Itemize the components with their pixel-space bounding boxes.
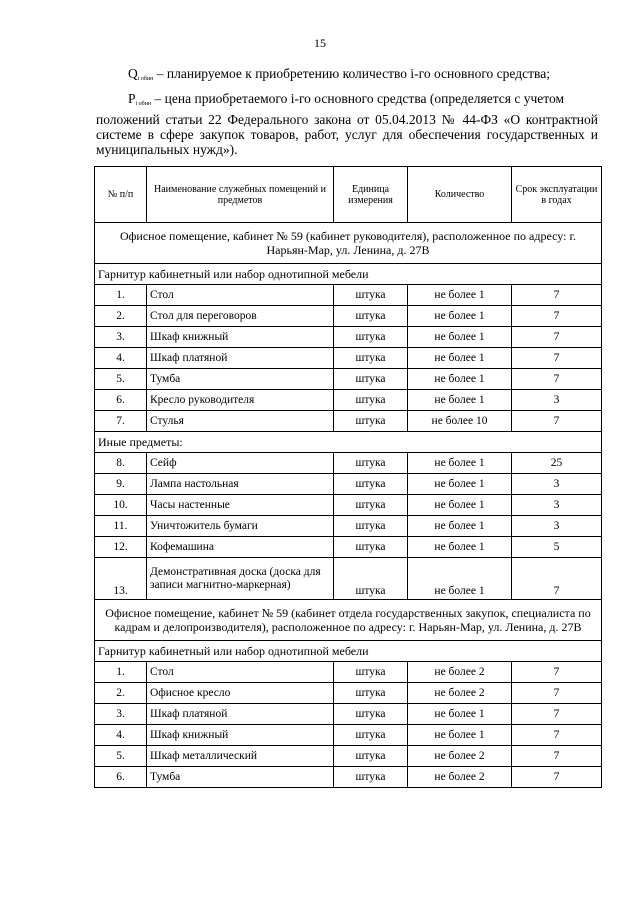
item-service-life: 3 — [512, 390, 602, 411]
table-body — [95, 223, 602, 788]
item-unit: штука — [334, 327, 408, 348]
item-quantity: не более 1 — [408, 558, 512, 600]
item-quantity: не более 2 — [408, 767, 512, 788]
table-header-row — [95, 167, 602, 223]
item-quantity: не более 1 — [408, 369, 512, 390]
item-quantity: не более 1 — [408, 348, 512, 369]
subsection-title: Гарнитур кабинетный или набор однотипной мебели — [95, 264, 602, 285]
row-number: 6. — [95, 767, 147, 788]
equipment-table — [94, 166, 602, 788]
item-quantity: не более 1 — [408, 725, 512, 746]
row-number: 3. — [95, 327, 147, 348]
item-unit: штука — [334, 558, 408, 600]
header-qty: Количество — [408, 167, 512, 223]
item-quantity: не более 1 — [408, 390, 512, 411]
item-quantity: не более 2 — [408, 662, 512, 683]
q-definition-text: – планируемое к приобретению количество i-го основного средства; — [156, 66, 550, 81]
item-quantity: не более 2 — [408, 683, 512, 704]
subsection-header-row — [95, 641, 602, 662]
item-quantity: не более 1 — [408, 285, 512, 306]
item-service-life: 7 — [512, 662, 602, 683]
p-first-line — [96, 91, 598, 112]
item-unit: штука — [334, 746, 408, 767]
subsection-title: Иные предметы: — [95, 432, 602, 453]
item-quantity: не более 1 — [408, 516, 512, 537]
item-quantity: не более 1 — [408, 495, 512, 516]
item-name: Шкаф книжный — [147, 725, 334, 746]
item-unit: штука — [334, 516, 408, 537]
item-unit: штука — [334, 495, 408, 516]
section-title: Офисное помещение, кабинет № 59 (кабинет отдела государственных закупок, специалиста по кадрам и делопроизводителя), расположенное по адресу: г. Нарьян-Мар, ул. Ленина, д. 27В — [95, 600, 602, 641]
item-name: Уничтожитель бумаги — [147, 516, 334, 537]
row-number: 9. — [95, 474, 147, 495]
item-service-life: 5 — [512, 537, 602, 558]
section-title: Офисное помещение, кабинет № 59 (кабинет руководителя), расположенное по адресу: г. Нарьян-Мар, ул. Ленина, д. 27В — [95, 223, 602, 264]
item-name: Тумба — [147, 369, 334, 390]
item-name: Кофемашина — [147, 537, 334, 558]
table-row — [95, 746, 602, 767]
row-number: 2. — [95, 683, 147, 704]
item-unit: штука — [334, 306, 408, 327]
section-header-row — [95, 223, 602, 264]
table-row — [95, 453, 602, 474]
item-service-life: 7 — [512, 558, 602, 600]
item-service-life: 7 — [512, 285, 602, 306]
header-name: Наименование служебных помещений и предметов — [147, 167, 334, 223]
row-number: 4. — [95, 725, 147, 746]
item-name: Шкаф книжный — [147, 327, 334, 348]
paragraph-q-definition — [128, 66, 598, 87]
item-unit: штука — [334, 683, 408, 704]
section-header-row — [95, 600, 602, 641]
p-definition-text: – цена приобретаемого i-го основного средства (определяется с учетом — [154, 91, 565, 106]
table-row — [95, 767, 602, 788]
table-row — [95, 285, 602, 306]
item-service-life: 3 — [512, 516, 602, 537]
item-service-life: 7 — [512, 327, 602, 348]
item-service-life: 7 — [512, 746, 602, 767]
item-quantity: не более 1 — [408, 327, 512, 348]
item-name: Стол для переговоров — [147, 306, 334, 327]
table-row — [95, 495, 602, 516]
item-unit: штука — [334, 453, 408, 474]
row-number: 5. — [95, 369, 147, 390]
item-service-life: 25 — [512, 453, 602, 474]
row-number: 8. — [95, 453, 147, 474]
item-name: Демонстративная доска (доска для записи магнитно-маркерная) — [147, 558, 334, 600]
item-unit: штука — [334, 474, 408, 495]
table-row — [95, 516, 602, 537]
item-quantity: не более 1 — [408, 453, 512, 474]
item-name: Офисное кресло — [147, 683, 334, 704]
item-service-life: 7 — [512, 369, 602, 390]
item-unit: штука — [334, 662, 408, 683]
row-number: 1. — [95, 285, 147, 306]
table-row — [95, 327, 602, 348]
table-row — [95, 558, 602, 600]
item-name: Сейф — [147, 453, 334, 474]
item-unit: штука — [334, 369, 408, 390]
item-service-life: 7 — [512, 411, 602, 432]
item-service-life: 7 — [512, 704, 602, 725]
row-number: 2. — [95, 306, 147, 327]
item-name: Стол — [147, 285, 334, 306]
item-name: Часы настенные — [147, 495, 334, 516]
row-number: 6. — [95, 390, 147, 411]
header-term: Срок эксплуатации в годах — [512, 167, 602, 223]
p-definition-continued: положений статьи 22 Федерального закона от 05.04.2013 № 44-ФЗ «О контрактной системе в сфере закупок товаров, работ, услуг для обеспечения государственных и муниципальных нужд»). — [96, 112, 598, 157]
item-service-life: 7 — [512, 348, 602, 369]
item-quantity: не более 1 — [408, 474, 512, 495]
row-number: 4. — [95, 348, 147, 369]
item-quantity: не более 2 — [408, 746, 512, 767]
item-quantity: не более 10 — [408, 411, 512, 432]
table-row — [95, 725, 602, 746]
table-row — [95, 474, 602, 495]
row-number: 11. — [95, 516, 147, 537]
item-service-life: 7 — [512, 725, 602, 746]
item-name: Шкаф металлический — [147, 746, 334, 767]
item-unit: штука — [334, 537, 408, 558]
header-unit: Единица измерения — [334, 167, 408, 223]
item-unit: штука — [334, 411, 408, 432]
item-service-life: 7 — [512, 306, 602, 327]
item-service-life: 3 — [512, 474, 602, 495]
row-number: 7. — [95, 411, 147, 432]
row-number: 1. — [95, 662, 147, 683]
page-number: 15 — [314, 36, 326, 50]
item-unit: штука — [334, 704, 408, 725]
item-quantity: не более 1 — [408, 306, 512, 327]
row-number: 12. — [95, 537, 147, 558]
table-row — [95, 348, 602, 369]
table-row — [95, 369, 602, 390]
header-num: № п/п — [95, 167, 147, 223]
row-number: 13. — [95, 558, 147, 600]
p-symbol: $P_{i обин}$ — [128, 91, 152, 107]
item-name: Стулья — [147, 411, 334, 432]
subsection-header-row — [95, 264, 602, 285]
item-unit: штука — [334, 725, 408, 746]
paragraph-p-definition — [96, 91, 598, 157]
table-row — [95, 704, 602, 725]
item-name: Тумба — [147, 767, 334, 788]
row-number: 10. — [95, 495, 147, 516]
item-name: Лампа настольная — [147, 474, 334, 495]
item-quantity: не более 1 — [408, 537, 512, 558]
table-row — [95, 306, 602, 327]
table-row — [95, 662, 602, 683]
item-name: Стол — [147, 662, 334, 683]
item-service-life: 7 — [512, 767, 602, 788]
item-unit: штука — [334, 390, 408, 411]
table-row — [95, 537, 602, 558]
item-unit: штука — [334, 285, 408, 306]
item-name: Кресло руководителя — [147, 390, 334, 411]
q-symbol: $Q_{i обин}$ — [128, 66, 154, 82]
row-number: 3. — [95, 704, 147, 725]
table-row — [95, 683, 602, 704]
subsection-header-row — [95, 432, 602, 453]
item-service-life: 3 — [512, 495, 602, 516]
item-quantity: не более 1 — [408, 704, 512, 725]
item-unit: штука — [334, 767, 408, 788]
table-row — [95, 411, 602, 432]
subsection-title: Гарнитур кабинетный или набор однотипной мебели — [95, 641, 602, 662]
item-unit: штука — [334, 348, 408, 369]
item-name: Шкаф платяной — [147, 704, 334, 725]
item-name: Шкаф платяной — [147, 348, 334, 369]
row-number: 5. — [95, 746, 147, 767]
item-service-life: 7 — [512, 683, 602, 704]
table-row — [95, 390, 602, 411]
